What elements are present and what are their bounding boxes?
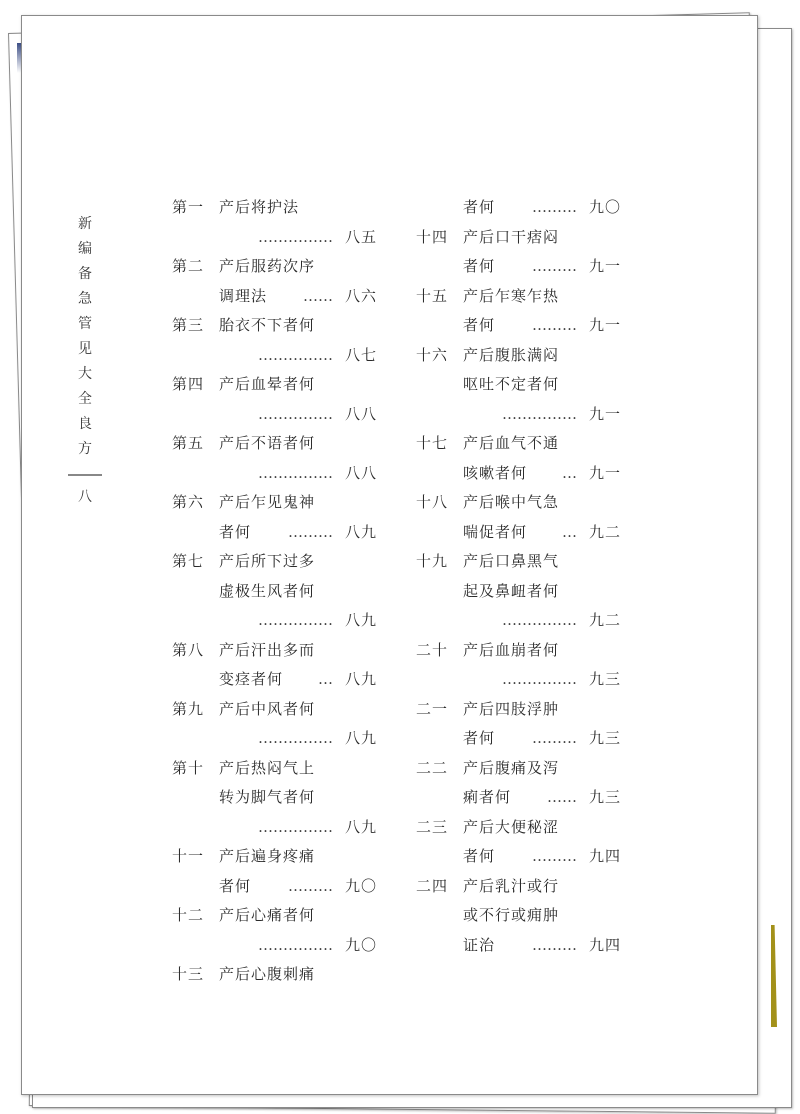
toc-entry-title: 产后口干痞闷 (463, 227, 560, 246)
toc-entry-title: 产后汗出多而 (219, 640, 316, 659)
toc-line (172, 282, 377, 312)
toc-entry-number: 第六 (172, 493, 205, 511)
toc-line (416, 370, 621, 400)
toc-line (172, 606, 377, 636)
toc-page-number: 九三 (588, 670, 621, 688)
toc-line (172, 223, 377, 253)
toc-leader-dots: ……… (288, 876, 333, 895)
toc-line (416, 665, 621, 695)
toc-line (172, 931, 377, 961)
toc-line (172, 311, 377, 341)
toc-line (416, 400, 621, 430)
toc-entry-title: 者何 (463, 198, 496, 216)
toc-entry-title: 产后所下过多 (219, 552, 316, 570)
toc-line (172, 754, 377, 784)
toc-line (172, 724, 377, 754)
toc-page-number: 九二 (588, 611, 621, 629)
toc-entry-number: 十一 (172, 847, 205, 865)
toc-page-number: 八八 (344, 404, 377, 423)
toc-page-number: 九四 (588, 847, 621, 865)
toc-leader-dots: … (318, 670, 333, 688)
toc-entry-title: 咳嗽者何 (463, 463, 528, 482)
toc-leader-dots: ……… (288, 522, 333, 541)
toc-line (416, 695, 621, 725)
toc-line (172, 842, 377, 872)
toc-line (172, 370, 377, 400)
toc-leader-dots: ……… (532, 316, 577, 334)
toc-line (416, 518, 621, 548)
running-title (76, 212, 94, 506)
toc-entry-number: 十三 (172, 965, 205, 983)
title-char: 方 (78, 441, 92, 457)
toc-page-number: 九〇 (588, 198, 621, 216)
toc-leader-dots: …………… (258, 611, 333, 629)
title-char: 备 (78, 266, 92, 282)
toc-leader-dots: ……… (532, 847, 577, 865)
toc-entry-title: 产后血晕者何 (219, 375, 316, 393)
toc-leader-dots: … (562, 463, 577, 482)
toc-entry-number: 第五 (172, 434, 205, 452)
toc-line (416, 872, 621, 902)
toc-entry-number: 十四 (416, 227, 449, 246)
toc-line (172, 518, 377, 548)
toc-page-number: 九〇 (344, 935, 377, 954)
toc-page-number: 八八 (344, 463, 377, 482)
toc-page-number: 八九 (344, 729, 377, 747)
toc-entry-number: 第十 (172, 758, 205, 777)
toc-page-number: 八九 (344, 611, 377, 629)
toc-entry-number: 第四 (172, 375, 205, 393)
toc-entry-number: 第三 (172, 316, 205, 334)
toc-entry-number: 二三 (416, 817, 449, 836)
toc-entry-number: 二十 (416, 640, 449, 659)
toc-page-number: 八九 (344, 817, 377, 836)
toc-entry-title: 产后心痛者何 (219, 906, 316, 924)
toc-line (172, 341, 377, 371)
toc-leader-dots: …………… (258, 227, 333, 246)
toc-leader-dots: …………… (258, 935, 333, 954)
title-char: 新 (78, 216, 92, 232)
toc-entry-title: 产后不语者何 (219, 434, 316, 452)
toc-line (416, 783, 621, 813)
toc-leader-dots: ……… (532, 198, 577, 216)
toc-leader-dots: ……… (532, 257, 577, 275)
toc-page-number: 九一 (588, 316, 621, 334)
toc-line (416, 606, 621, 636)
toc-line (416, 931, 621, 961)
toc-page-number: 九〇 (344, 876, 377, 895)
toc-entry-number: 第九 (172, 699, 205, 718)
title-char: 大 (78, 366, 92, 382)
toc-entry-number: 二四 (416, 876, 449, 895)
toc-entry-title: 产后乍寒乍热 (463, 286, 560, 305)
toc-entry-title: 起及鼻衄者何 (463, 581, 560, 600)
toc-entry-title: 胎衣不下者何 (219, 316, 316, 334)
toc-entry-title: 者何 (463, 316, 496, 334)
toc-entry-title: 产后遍身疼痛 (219, 847, 316, 865)
toc-line (172, 636, 377, 666)
toc-entry-title: 虚极生风者何 (219, 581, 316, 600)
toc-line (416, 724, 621, 754)
toc-page-number: 八九 (344, 670, 377, 688)
toc-entry-title: 或不行或痈肿 (463, 906, 560, 924)
toc-page-number: 九三 (588, 729, 621, 747)
toc-page-number: 八六 (344, 286, 377, 305)
toc-entry-title: 者何 (463, 257, 496, 275)
toc-left-column (172, 193, 377, 990)
toc-line (416, 193, 621, 223)
toc-leader-dots: …………… (502, 611, 577, 629)
toc-line (172, 813, 377, 843)
toc-entry-number: 十七 (416, 434, 449, 452)
toc-entry-title: 者何 (219, 876, 252, 895)
toc-page-number: 九一 (588, 463, 621, 482)
toc-entry-title: 产后腹胀满闷 (463, 345, 560, 364)
title-char: 良 (78, 416, 92, 432)
toc-line (416, 282, 621, 312)
toc-line (172, 577, 377, 607)
toc-line (416, 636, 621, 666)
toc-line (172, 400, 377, 430)
toc-entry-title: 产后乍见鬼神 (219, 493, 316, 511)
toc-line (172, 193, 377, 223)
toc-page-number: 九二 (588, 522, 621, 541)
toc-line (416, 577, 621, 607)
toc-entry-title: 者何 (463, 729, 496, 747)
document-page (21, 15, 758, 1095)
toc-entry-title: 转为脚气者何 (219, 788, 316, 806)
toc-line (172, 901, 377, 931)
toc-entry-title: 者何 (463, 847, 496, 865)
toc-leader-dots: …… (303, 286, 333, 305)
toc-line (416, 311, 621, 341)
toc-entry-number: 二二 (416, 758, 449, 777)
toc-entry-title: 产后心腹刺痛 (219, 965, 316, 983)
toc-page-number: 八七 (344, 345, 377, 364)
toc-right-column (416, 193, 621, 960)
toc-line (416, 813, 621, 843)
toc-entry-title: 调理法 (219, 286, 268, 305)
toc-entry-number: 十八 (416, 493, 449, 511)
toc-entry-title: 产后腹痛及泻 (463, 758, 560, 777)
toc-page-number: 九三 (588, 788, 621, 806)
toc-leader-dots: …… (547, 788, 577, 806)
toc-entry-title: 变痉者何 (219, 670, 284, 688)
toc-leader-dots: … (562, 522, 577, 541)
toc-leader-dots: …………… (258, 345, 333, 364)
toc-line (416, 754, 621, 784)
toc-entry-title: 产后服药次序 (219, 257, 316, 275)
toc-entry-title: 者何 (219, 522, 252, 541)
toc-line (172, 547, 377, 577)
toc-leader-dots: …………… (258, 729, 333, 747)
toc-line (416, 429, 621, 459)
toc-line (416, 488, 621, 518)
toc-entry-number: 十九 (416, 552, 449, 570)
toc-line (416, 901, 621, 931)
toc-entry-number: 第二 (172, 257, 205, 275)
toc-page-number: 八九 (344, 522, 377, 541)
toc-entry-number: 十六 (416, 345, 449, 364)
title-char: 管 (78, 316, 92, 332)
toc-entry-number: 二一 (416, 699, 449, 718)
toc-entry-number: 十五 (416, 286, 449, 305)
toc-line (416, 223, 621, 253)
toc-entry-number: 十二 (172, 906, 205, 924)
title-char: 见 (78, 341, 92, 357)
toc-leader-dots: ……… (532, 729, 577, 747)
toc-entry-title: 产后热闷气上 (219, 758, 316, 777)
toc-entry-title: 产后口鼻黑气 (463, 552, 560, 570)
toc-entry-title: 证治 (463, 935, 496, 954)
toc-page-number: 八五 (344, 227, 377, 246)
toc-leader-dots: ……… (532, 935, 577, 954)
toc-entry-number: 第七 (172, 552, 205, 570)
toc-line (172, 459, 377, 489)
toc-page-number: 九一 (588, 257, 621, 275)
toc-line (172, 695, 377, 725)
toc-entry-title: 产后大便秘涩 (463, 817, 560, 836)
toc-page-number: 九四 (588, 935, 621, 954)
toc-line (172, 783, 377, 813)
toc-line (416, 252, 621, 282)
toc-entry-title: 产后喉中气急 (463, 493, 560, 511)
toc-entry-title: 产后四肢浮肿 (463, 699, 560, 718)
toc-entry-title: 产后乳汁或行 (463, 876, 560, 895)
toc-leader-dots: …………… (502, 670, 577, 688)
divider (68, 474, 102, 476)
toc-page-number: 九一 (588, 404, 621, 423)
toc-line (172, 872, 377, 902)
toc-entry-number: 第一 (172, 198, 205, 216)
toc-entry-number: 第八 (172, 640, 205, 659)
toc-leader-dots: …………… (258, 404, 333, 423)
toc-line (416, 547, 621, 577)
toc-line (172, 252, 377, 282)
toc-entry-title: 产后血崩者何 (463, 640, 560, 659)
toc-line (416, 459, 621, 489)
page-number: 八 (78, 489, 92, 505)
toc-leader-dots: …………… (258, 463, 333, 482)
toc-line (172, 665, 377, 695)
toc-entry-title: 呕吐不定者何 (463, 375, 560, 393)
toc-line (172, 429, 377, 459)
toc-line (416, 341, 621, 371)
toc-line (416, 842, 621, 872)
toc-entry-title: 产后血气不通 (463, 434, 560, 452)
title-char: 急 (78, 291, 92, 307)
title-char: 编 (78, 241, 92, 257)
toc-entry-title: 产后将护法 (219, 198, 300, 216)
toc-line (172, 960, 377, 990)
toc-line (172, 488, 377, 518)
toc-entry-title: 喘促者何 (463, 522, 528, 541)
title-char: 全 (78, 391, 92, 407)
toc-entry-title: 痢者何 (463, 788, 512, 806)
toc-leader-dots: …………… (258, 817, 333, 836)
toc-leader-dots: …………… (502, 404, 577, 423)
toc-entry-title: 产后中风者何 (219, 699, 316, 718)
